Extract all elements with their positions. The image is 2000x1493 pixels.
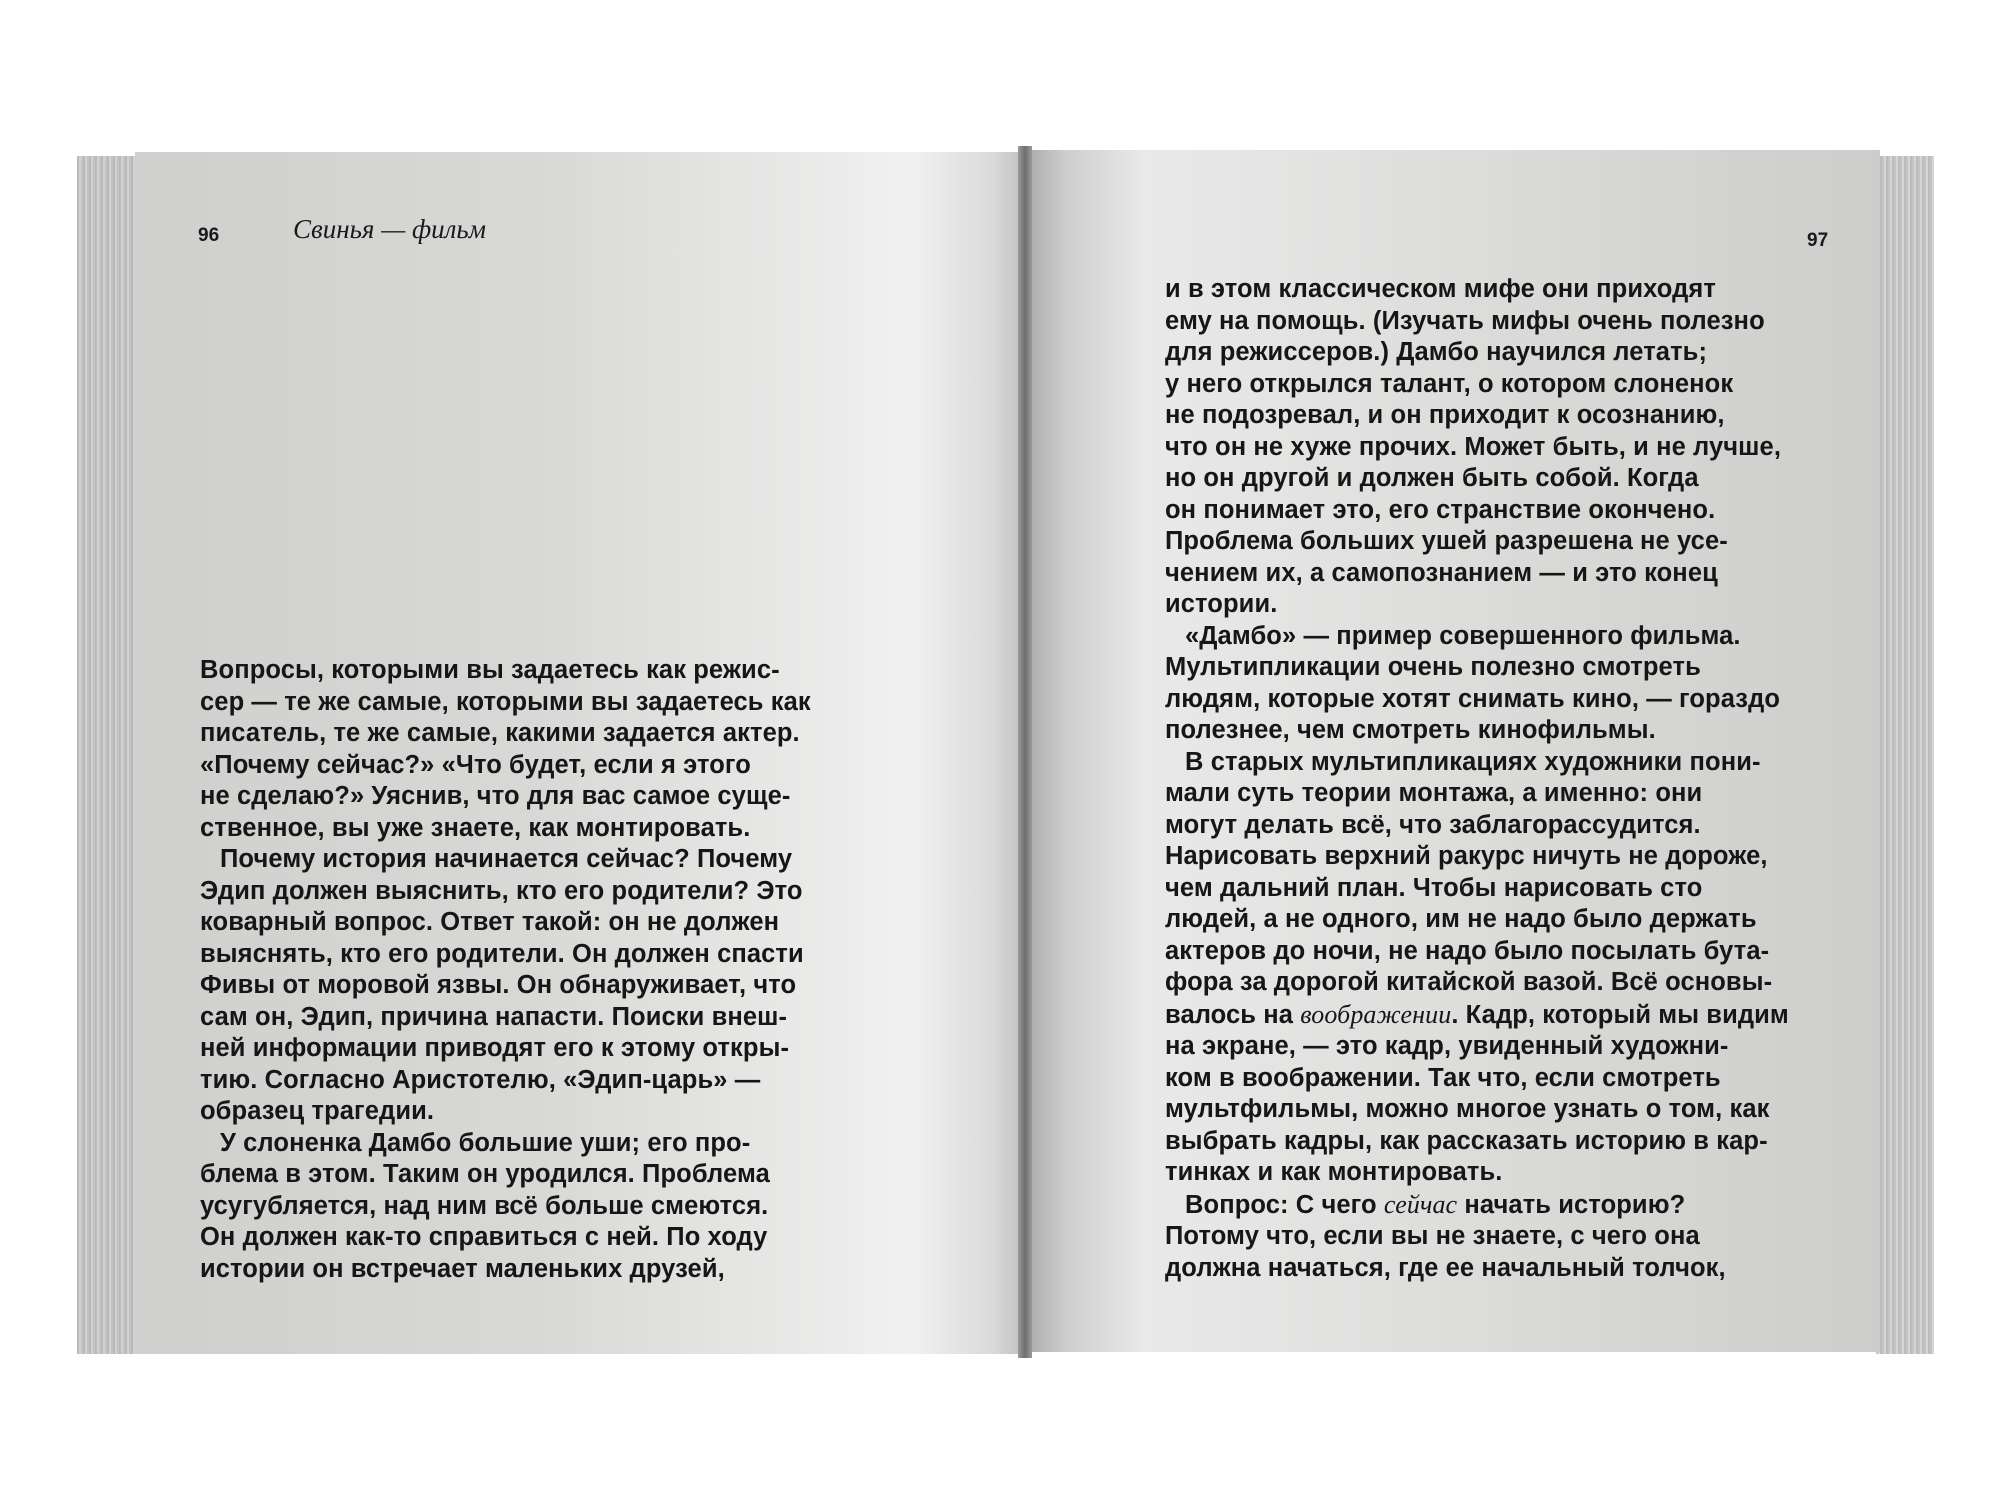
text-line: У слоненка Дамбо большие уши; его про-: [220, 1128, 751, 1157]
text-line: он понимает это, его странствие окончено.: [1165, 495, 1716, 524]
left-page-number: 96: [198, 225, 220, 246]
text-line: Потому что, если вы не знаете, с чего она: [1165, 1222, 1700, 1250]
text-line: на экране, — это кадр, увиденный художни-: [1165, 1032, 1729, 1060]
text-line: Почему история начинается сейчас? Почему: [220, 845, 793, 873]
text-line: выяснять, кто его родители. Он должен спасти: [200, 939, 804, 968]
text-line: Он должен как-то справиться с ней. По ходу: [200, 1223, 768, 1251]
text-line: не сделаю?» Уяснив, что для вас самое суще-: [200, 782, 791, 810]
text-line: сер — те же самые, которыми вы задаетесь как: [200, 687, 811, 716]
text-line: у него открылся талант, о котором слоненок: [1165, 369, 1734, 398]
text-line: В старых мультипликациях художники пони-: [1185, 747, 1761, 776]
text-line: «Дамбо» — пример совершенного фильма.: [1185, 621, 1741, 650]
text-line: полезнее, чем смотреть кинофильмы.: [1165, 716, 1656, 744]
text-line: чем дальний план. Чтобы нарисовать сто: [1165, 873, 1703, 902]
text-line: ком в воображении. Так что, если смотреть: [1165, 1063, 1721, 1092]
italic-emphasis: сейчас: [1383, 1189, 1458, 1219]
text-line: чением их, а самопознанием — и это конец: [1165, 558, 1718, 587]
text-line: ственное, вы уже знаете, как монтировать.: [200, 813, 751, 842]
text-line: блема в этом. Таким он уродился. Проблема: [200, 1160, 770, 1188]
text-line: но он другой и должен быть собой. Когда: [1165, 464, 1699, 492]
text-line: ней информации приводят его к этому откры-: [200, 1034, 790, 1062]
italic-emphasis: воображении: [1300, 999, 1452, 1029]
text-line: мультфильмы, можно многое узнать о том, как: [1165, 1095, 1770, 1123]
text-line: Нарисовать верхний ракурс ничуть не дороже,: [1165, 842, 1768, 870]
right-page-number: 97: [1807, 230, 1829, 251]
text-line: Вопросы, которыми вы задаетесь как режис-: [200, 656, 780, 684]
text-line: фора за дорогой китайской вазой. Всё основы-: [1165, 968, 1773, 996]
text-line: истории.: [1165, 590, 1278, 618]
text-line: должна начаться, где ее начальный толчок,: [1165, 1253, 1726, 1282]
left-page-body: [200, 655, 811, 1285]
right-page-edges: [1876, 156, 1934, 1354]
text-line: выбрать кадры, как рассказать историю в кар-: [1165, 1126, 1768, 1155]
text-line: Фивы от моровой язвы. Он обнаруживает, что: [200, 971, 797, 999]
text-line: тию. Согласно Аристотелю, «Эдип-царь» —: [200, 1065, 761, 1094]
text-line: Мультипликации очень полезно смотреть: [1165, 653, 1701, 681]
book-gutter: [1018, 146, 1032, 1358]
text-line: усугубляется, над ним всё больше смеются.: [200, 1191, 769, 1220]
text-line: и в этом классическом мифе они приходят: [1165, 275, 1716, 303]
text-line: Вопрос: С чего сейчас начать историю?: [1185, 1189, 1686, 1219]
text-line: могут делать всё, что заблагорассудится.: [1165, 810, 1701, 839]
text-line: валось на воображении. Кадр, который мы видим: [1165, 999, 1789, 1029]
right-page-body: [1165, 274, 1789, 1284]
text-line: образец трагедии.: [200, 1097, 435, 1125]
left-page-edges: [77, 156, 141, 1354]
text-line: ему на помощь. (Изучать мифы очень полезно: [1165, 306, 1765, 335]
text-line: актеров до ночи, не надо было посылать бута-: [1165, 936, 1770, 965]
running-head: Свинья — фильм: [293, 214, 486, 244]
text-line: «Почему сейчас?» «Что будет, если я этого: [200, 750, 751, 779]
text-line: людям, которые хотят снимать кино, — гораздо: [1165, 684, 1781, 713]
text-line: коварный вопрос. Ответ такой: он не должен: [200, 908, 780, 936]
text-line: сам он, Эдип, причина напасти. Поиски внеш-: [200, 1002, 788, 1031]
text-line: Проблема больших ушей разрешена не усе-: [1165, 527, 1728, 555]
text-line: мали суть теории монтажа, а именно: они: [1165, 779, 1703, 807]
text-line: писатель, те же самые, какими задается актер.: [200, 719, 800, 747]
text-line: истории он встречает маленьких друзей,: [200, 1254, 725, 1283]
text-line: что он не хуже прочих. Может быть, и не лучше,: [1165, 432, 1782, 461]
text-line: Эдип должен выяснить, кто его родители? Это: [200, 876, 803, 905]
text-line: тинках и как монтировать.: [1165, 1158, 1503, 1186]
text-line: для режиссеров.) Дамбо научился летать;: [1165, 338, 1708, 366]
text-line: не подозревал, и он приходит к осознанию,: [1165, 401, 1725, 429]
text-line: людей, а не одного, им не надо было держать: [1165, 905, 1757, 933]
